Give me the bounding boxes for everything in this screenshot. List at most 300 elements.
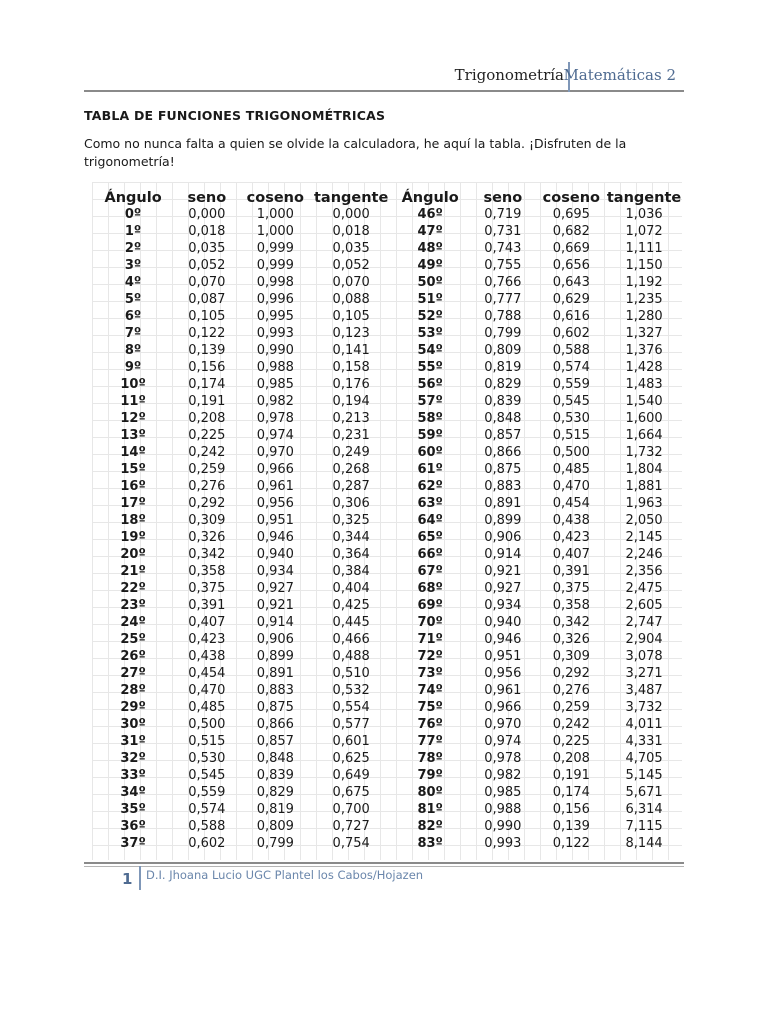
value-cell: 0,809 (256, 819, 294, 834)
value-cell: 0,342 (552, 615, 590, 630)
value-cell: 1,664 (625, 428, 663, 443)
value-cell: 0,500 (552, 445, 590, 460)
value-cell: 0,974 (256, 428, 294, 443)
value-cell: 2,145 (625, 530, 663, 545)
table-row (92, 699, 682, 716)
footer-separator (139, 866, 141, 890)
value-cell: 0,122 (552, 836, 590, 851)
value-cell: 1,111 (625, 241, 663, 256)
value-cell: 0,358 (188, 564, 226, 579)
value-cell: 0,000 (188, 207, 226, 222)
angle-cell: 77º (417, 734, 443, 749)
value-cell: 0,875 (484, 462, 522, 477)
value-cell: 0,375 (552, 581, 590, 596)
angle-cell: 81º (417, 802, 443, 817)
angle-cell: 36º (120, 819, 146, 834)
angle-cell: 13º (120, 428, 146, 443)
value-cell: 2,605 (625, 598, 663, 613)
value-cell: 0,574 (552, 360, 590, 375)
value-cell: 0,276 (552, 683, 590, 698)
angle-cell: 28º (120, 683, 146, 698)
trig-table (92, 182, 682, 852)
value-cell: 0,625 (332, 751, 370, 766)
angle-cell: 68º (417, 581, 443, 596)
value-cell: 0,105 (188, 309, 226, 324)
table-row (92, 359, 682, 376)
value-cell: 0,921 (256, 598, 294, 613)
value-cell: 0,799 (256, 836, 294, 851)
value-cell: 0,988 (256, 360, 294, 375)
value-cell: 0,616 (552, 309, 590, 324)
table-row (92, 274, 682, 291)
value-cell: 1,804 (625, 462, 663, 477)
value-cell: 0,391 (552, 564, 590, 579)
angle-cell: 20º (120, 547, 146, 562)
table-row (92, 223, 682, 240)
angle-cell: 72º (417, 649, 443, 664)
column-header: tangente (606, 190, 682, 206)
value-cell: 0,956 (484, 666, 522, 681)
angle-cell: 83º (417, 836, 443, 851)
value-cell: 0,515 (552, 428, 590, 443)
table-row (92, 461, 682, 478)
value-cell: 0,358 (552, 598, 590, 613)
value-cell: 0,946 (256, 530, 294, 545)
value-cell: 0,292 (552, 666, 590, 681)
angle-cell: 3º (124, 258, 142, 273)
table-row (92, 393, 682, 410)
angle-cell: 57º (417, 394, 443, 409)
angle-cell: 80º (417, 785, 443, 800)
value-cell: 0,554 (332, 700, 370, 715)
angle-cell: 12º (120, 411, 146, 426)
angle-cell: 50º (417, 275, 443, 290)
table-row (92, 529, 682, 546)
value-cell: 0,988 (484, 802, 522, 817)
column-header: Ángulo (104, 190, 162, 206)
value-cell: 0,515 (188, 734, 226, 749)
value-cell: 1,540 (625, 394, 663, 409)
intro-line: Como no nunca falta a quien se olvide la calculadora, he aquí la tabla. ¡Disfruten de la (84, 136, 627, 151)
value-cell: 0,649 (332, 768, 370, 783)
value-cell: 0,454 (552, 496, 590, 511)
value-cell: 0,883 (256, 683, 294, 698)
value-cell: 0,052 (188, 258, 226, 273)
value-cell: 0,530 (188, 751, 226, 766)
value-cell: 0,559 (188, 785, 226, 800)
table-row (92, 648, 682, 665)
value-cell: 0,799 (484, 326, 522, 341)
value-cell: 0,325 (332, 513, 370, 528)
angle-cell: 4º (124, 275, 142, 290)
document-title: TABLA DE FUNCIONES TRIGONOMÉTRICAS (84, 108, 386, 123)
angle-cell: 5º (124, 292, 142, 307)
angle-cell: 78º (417, 751, 443, 766)
angle-cell: 75º (417, 700, 443, 715)
table-row (92, 818, 682, 835)
value-cell: 0,309 (552, 649, 590, 664)
value-cell: 0,588 (552, 343, 590, 358)
value-cell: 0,777 (484, 292, 522, 307)
table-row (92, 308, 682, 325)
table-row (92, 614, 682, 631)
value-cell: 0,602 (188, 836, 226, 851)
value-cell: 0,326 (552, 632, 590, 647)
angle-cell: 82º (417, 819, 443, 834)
angle-cell: 61º (417, 462, 443, 477)
angle-cell: 27º (120, 666, 146, 681)
value-cell: 0,970 (256, 445, 294, 460)
value-cell: 3,487 (625, 683, 663, 698)
table-row (92, 325, 682, 342)
angle-cell: 55º (417, 360, 443, 375)
value-cell: 0,375 (188, 581, 226, 596)
table-row (92, 835, 682, 852)
value-cell: 0,999 (256, 241, 294, 256)
value-cell: 0,731 (484, 224, 522, 239)
angle-cell: 59º (417, 428, 443, 443)
value-cell: 0,588 (188, 819, 226, 834)
angle-cell: 65º (417, 530, 443, 545)
value-cell: 0,743 (484, 241, 522, 256)
value-cell: 0,914 (256, 615, 294, 630)
value-cell: 0,927 (484, 581, 522, 596)
value-cell: 0,934 (484, 598, 522, 613)
table-row (92, 784, 682, 801)
value-cell: 7,115 (625, 819, 663, 834)
angle-cell: 37º (120, 836, 146, 851)
value-cell: 0,848 (484, 411, 522, 426)
intro-line: trigonometría! (84, 154, 175, 169)
value-cell: 0,629 (552, 292, 590, 307)
value-cell: 0,695 (552, 207, 590, 222)
value-cell: 0,156 (188, 360, 226, 375)
value-cell: 1,192 (625, 275, 663, 290)
angle-cell: 6º (124, 309, 142, 324)
value-cell: 0,914 (484, 547, 522, 562)
value-cell: 2,246 (625, 547, 663, 562)
value-cell: 1,881 (625, 479, 663, 494)
value-cell: 0,000 (332, 207, 370, 222)
angle-cell: 71º (417, 632, 443, 647)
value-cell: 0,485 (552, 462, 590, 477)
table-row (92, 597, 682, 614)
value-cell: 0,574 (188, 802, 226, 817)
value-cell: 0,682 (552, 224, 590, 239)
value-cell: 2,050 (625, 513, 663, 528)
table-row (92, 240, 682, 257)
value-cell: 0,961 (484, 683, 522, 698)
value-cell: 0,342 (188, 547, 226, 562)
value-cell: 0,404 (332, 581, 370, 596)
value-cell: 0,306 (332, 496, 370, 511)
angle-cell: 48º (417, 241, 443, 256)
value-cell: 0,139 (188, 343, 226, 358)
intro-paragraph (84, 135, 644, 171)
angle-cell: 69º (417, 598, 443, 613)
value-cell: 0,052 (332, 258, 370, 273)
value-cell: 0,656 (552, 258, 590, 273)
value-cell: 0,982 (484, 768, 522, 783)
value-cell: 1,072 (625, 224, 663, 239)
value-cell: 2,747 (625, 615, 663, 630)
table-row (92, 257, 682, 274)
header-topic: Trigonometría (454, 66, 564, 84)
value-cell: 0,946 (484, 632, 522, 647)
value-cell: 0,423 (552, 530, 590, 545)
angle-cell: 14º (120, 445, 146, 460)
value-cell: 0,123 (332, 326, 370, 341)
value-cell: 0,423 (188, 632, 226, 647)
angle-cell: 66º (417, 547, 443, 562)
footer-text: D.I. Jhoana Lucio UGC Plantel los Cabos/Hojazen (146, 868, 424, 882)
footer-rule-thin (84, 866, 684, 867)
table-row (92, 495, 682, 512)
angle-cell: 58º (417, 411, 443, 426)
value-cell: 0,866 (256, 717, 294, 732)
angle-cell: 25º (120, 632, 146, 647)
angle-cell: 62º (417, 479, 443, 494)
value-cell: 0,249 (332, 445, 370, 460)
value-cell: 2,475 (625, 581, 663, 596)
angle-cell: 18º (120, 513, 146, 528)
value-cell: 0,990 (256, 343, 294, 358)
value-cell: 0,208 (188, 411, 226, 426)
value-cell: 0,727 (332, 819, 370, 834)
value-cell: 0,899 (256, 649, 294, 664)
angle-cell: 70º (417, 615, 443, 630)
table-row (92, 733, 682, 750)
value-cell: 0,326 (188, 530, 226, 545)
value-cell: 0,384 (332, 564, 370, 579)
value-cell: 0,156 (552, 802, 590, 817)
angle-cell: 31º (120, 734, 146, 749)
value-cell: 0,906 (484, 530, 522, 545)
value-cell: 2,356 (625, 564, 663, 579)
value-cell: 0,035 (332, 241, 370, 256)
value-cell: 1,150 (625, 258, 663, 273)
value-cell: 0,070 (332, 275, 370, 290)
angle-cell: 47º (417, 224, 443, 239)
angle-cell: 67º (417, 564, 443, 579)
angle-cell: 17º (120, 496, 146, 511)
column-header: seno (483, 190, 523, 206)
value-cell: 4,705 (625, 751, 663, 766)
value-cell: 0,259 (552, 700, 590, 715)
value-cell: 0,485 (188, 700, 226, 715)
value-cell: 0,470 (188, 683, 226, 698)
footer-rule (84, 862, 684, 864)
table-row (92, 801, 682, 818)
value-cell: 0,700 (332, 802, 370, 817)
table-row (92, 427, 682, 444)
value-cell: 3,732 (625, 700, 663, 715)
angle-cell: 19º (120, 530, 146, 545)
value-cell: 0,309 (188, 513, 226, 528)
angle-cell: 10º (120, 377, 146, 392)
value-cell: 0,545 (552, 394, 590, 409)
value-cell: 0,225 (552, 734, 590, 749)
column-header: seno (187, 190, 227, 206)
value-cell: 0,982 (256, 394, 294, 409)
value-cell: 0,883 (484, 479, 522, 494)
value-cell: 0,829 (256, 785, 294, 800)
value-cell: 0,956 (256, 496, 294, 511)
value-cell: 0,276 (188, 479, 226, 494)
value-cell: 0,018 (332, 224, 370, 239)
value-cell: 1,000 (256, 207, 294, 222)
angle-cell: 16º (120, 479, 146, 494)
value-cell: 0,488 (332, 649, 370, 664)
table-row (92, 767, 682, 784)
value-cell: 0,839 (484, 394, 522, 409)
angle-cell: 63º (417, 496, 443, 511)
value-cell: 0,927 (256, 581, 294, 596)
value-cell: 1,280 (625, 309, 663, 324)
value-cell: 0,466 (332, 632, 370, 647)
value-cell: 0,985 (484, 785, 522, 800)
angle-cell: 26º (120, 649, 146, 664)
angle-cell: 74º (417, 683, 443, 698)
value-cell: 0,966 (256, 462, 294, 477)
value-cell: 1,235 (625, 292, 663, 307)
value-cell: 1,483 (625, 377, 663, 392)
value-cell: 0,990 (484, 819, 522, 834)
value-cell: 0,208 (552, 751, 590, 766)
angle-cell: 51º (417, 292, 443, 307)
angle-cell: 53º (417, 326, 443, 341)
value-cell: 0,105 (332, 309, 370, 324)
table-row (92, 631, 682, 648)
table-row (92, 410, 682, 427)
column-header: Ángulo (401, 190, 459, 206)
angle-cell: 21º (120, 564, 146, 579)
value-cell: 0,754 (332, 836, 370, 851)
value-cell: 0,407 (188, 615, 226, 630)
column-header: coseno (542, 190, 600, 206)
table-row (92, 478, 682, 495)
value-cell: 0,018 (188, 224, 226, 239)
value-cell: 0,391 (188, 598, 226, 613)
value-cell: 0,719 (484, 207, 522, 222)
value-cell: 0,174 (552, 785, 590, 800)
value-cell: 0,829 (484, 377, 522, 392)
value-cell: 0,088 (332, 292, 370, 307)
value-cell: 0,819 (484, 360, 522, 375)
angle-cell: 1º (124, 224, 142, 239)
angle-cell: 0º (124, 207, 142, 222)
value-cell: 0,809 (484, 343, 522, 358)
value-cell: 0,454 (188, 666, 226, 681)
table-body (92, 206, 682, 852)
value-cell: 0,857 (256, 734, 294, 749)
value-cell: 1,000 (256, 224, 294, 239)
value-cell: 0,438 (552, 513, 590, 528)
value-cell: 0,993 (256, 326, 294, 341)
value-cell: 0,577 (332, 717, 370, 732)
angle-cell: 9º (124, 360, 142, 375)
value-cell: 0,445 (332, 615, 370, 630)
table-row (92, 580, 682, 597)
table-row (92, 716, 682, 733)
value-cell: 0,996 (256, 292, 294, 307)
angle-cell: 29º (120, 700, 146, 715)
table-row (92, 750, 682, 767)
value-cell: 2,904 (625, 632, 663, 647)
value-cell: 0,438 (188, 649, 226, 664)
value-cell: 0,921 (484, 564, 522, 579)
value-cell: 0,978 (256, 411, 294, 426)
value-cell: 0,087 (188, 292, 226, 307)
value-cell: 0,510 (332, 666, 370, 681)
value-cell: 0,470 (552, 479, 590, 494)
value-cell: 0,951 (256, 513, 294, 528)
value-cell: 0,292 (188, 496, 226, 511)
table-row (92, 563, 682, 580)
angle-cell: 79º (417, 768, 443, 783)
value-cell: 0,601 (332, 734, 370, 749)
value-cell: 0,141 (332, 343, 370, 358)
angle-cell: 64º (417, 513, 443, 528)
angle-cell: 56º (417, 377, 443, 392)
value-cell: 1,963 (625, 496, 663, 511)
value-cell: 0,839 (256, 768, 294, 783)
angle-cell: 33º (120, 768, 146, 783)
angle-cell: 23º (120, 598, 146, 613)
value-cell: 0,891 (484, 496, 522, 511)
value-cell: 0,669 (552, 241, 590, 256)
value-cell: 0,407 (552, 547, 590, 562)
value-cell: 0,788 (484, 309, 522, 324)
value-cell: 0,287 (332, 479, 370, 494)
value-cell: 0,766 (484, 275, 522, 290)
value-cell: 0,242 (552, 717, 590, 732)
value-cell: 1,376 (625, 343, 663, 358)
value-cell: 0,970 (484, 717, 522, 732)
value-cell: 0,139 (552, 819, 590, 834)
table-row (92, 665, 682, 682)
value-cell: 4,011 (625, 717, 663, 732)
value-cell: 0,998 (256, 275, 294, 290)
value-cell: 0,194 (332, 394, 370, 409)
column-header: tangente (313, 190, 389, 206)
value-cell: 0,961 (256, 479, 294, 494)
value-cell: 0,978 (484, 751, 522, 766)
value-cell: 0,122 (188, 326, 226, 341)
value-cell: 0,035 (188, 241, 226, 256)
value-cell: 5,671 (625, 785, 663, 800)
value-cell: 0,875 (256, 700, 294, 715)
angle-cell: 24º (120, 615, 146, 630)
value-cell: 0,174 (188, 377, 226, 392)
value-cell: 0,231 (332, 428, 370, 443)
value-cell: 0,675 (332, 785, 370, 800)
value-cell: 0,857 (484, 428, 522, 443)
value-cell: 0,364 (332, 547, 370, 562)
angle-cell: 22º (120, 581, 146, 596)
value-cell: 0,866 (484, 445, 522, 460)
value-cell: 0,500 (188, 717, 226, 732)
table-row (92, 342, 682, 359)
value-cell: 5,145 (625, 768, 663, 783)
column-header: coseno (246, 190, 304, 206)
value-cell: 0,191 (188, 394, 226, 409)
value-cell: 0,532 (332, 683, 370, 698)
value-cell: 0,819 (256, 802, 294, 817)
table-row (92, 291, 682, 308)
trig-table-container (92, 182, 682, 860)
table-row (92, 512, 682, 529)
